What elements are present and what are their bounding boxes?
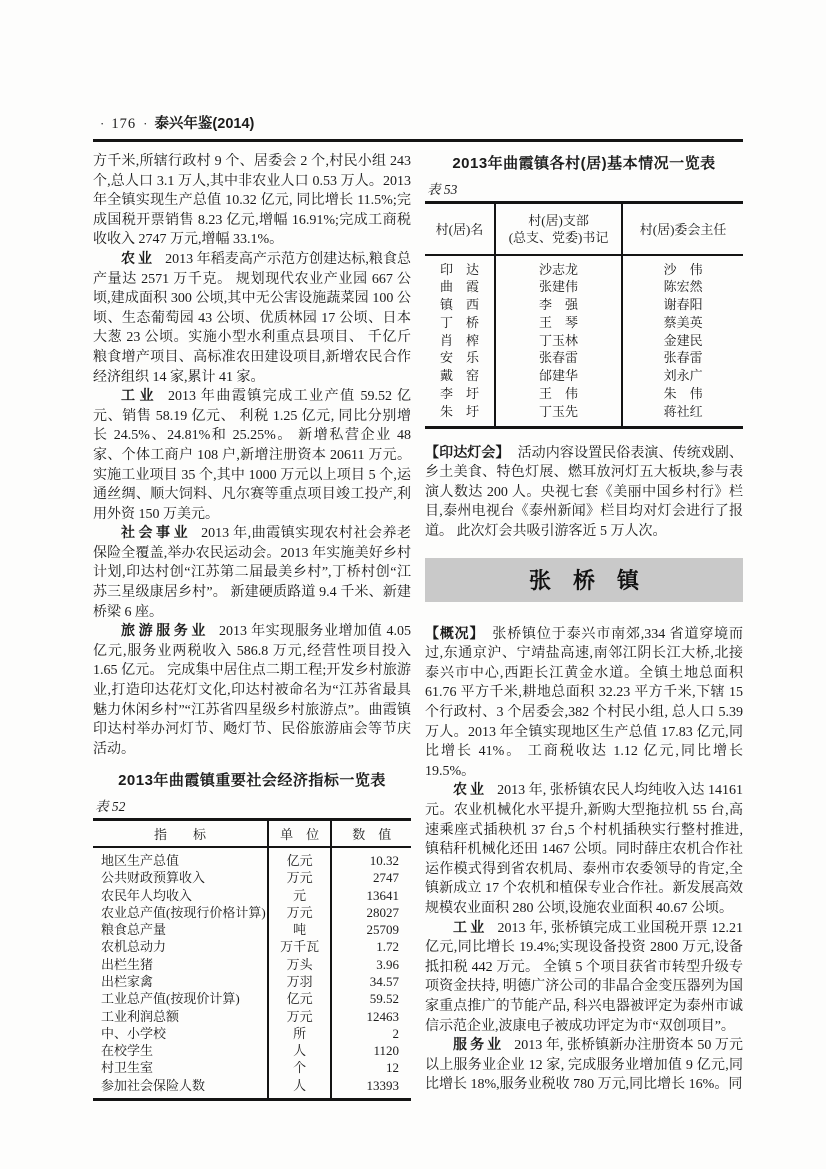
table-row xyxy=(93,990,411,1007)
indicator-cell: 工业总产值(按现价计算) xyxy=(101,991,240,1007)
unit-cell: 亿元 xyxy=(268,990,332,1007)
table-row xyxy=(425,278,743,296)
indicator-cell: 工业利润总额 xyxy=(101,1008,180,1024)
village-cell: 安 乐 xyxy=(439,350,479,366)
value-cell: 3.96 xyxy=(331,956,411,973)
paragraph-text: 2013 年稻麦高产示范方创建达标,粮食总产量达 2571 万千克。 规划现代农业产业园 667 公顷,建成面积 300 公顷,其中无公害设施蔬菜园 100 公顷、生态葡萄园 43 公顷、优质林园 17 公顷、日本大葱 23 公顷。实施小型水利重点县项目、 千亿斤粮食增产项目、高标准农田建设项目,新增农民合作经济组织 14 家,累计 41 家。 xyxy=(93,251,412,385)
left-column xyxy=(93,152,411,1101)
table-row xyxy=(425,296,743,314)
right-column xyxy=(425,152,743,1101)
paragraph-continuation xyxy=(93,152,411,250)
paragraph-agriculture-zq xyxy=(425,781,743,918)
director-cell: 谢春阳 xyxy=(622,296,743,314)
director-cell: 刘永广 xyxy=(622,367,743,385)
header-rule xyxy=(93,139,743,142)
header-value: 数 值 xyxy=(331,820,411,847)
value-cell: 28027 xyxy=(331,904,411,921)
paragraph-text: 2013 年, 张桥镇完成工业国税开票 12.21 亿元,同比增长 19.4%;实现设备投资 2800 万元,设备抵扣税 442 万元。 全镇 5 个项目获省市转型升级专项资金扶持, 明德广济公司的非晶合金变压器列为国家重点推广的节能产品, 科兴电器被评定为泰州市诚信示范企业,波康电子被成功评定为市“双创项目”。 xyxy=(425,920,744,1034)
unit-cell: 所 xyxy=(268,1025,332,1042)
paragraph-text: 2013 年, 张桥镇农民人均纯收入达 14161 元。农业机械化水平提升,新购大型拖拉机 55 台,高速乘座式插秧机 37 台,5 个村机插秧实行整村推进,镇秸秆机械化还田 1467 公顷。同时薛庄农机合作社运作模式得到省农机局、泰州市农委领导的肯定,全镇新成立 17 个农机和植保专业合作社。新发展高效规模农业面积 280 公顷,设施农业面积 40.67 公顷。 xyxy=(425,783,744,916)
table52-body xyxy=(93,847,411,1100)
table-row xyxy=(425,314,743,332)
header-secretary-line2: (总支、党委)书记 xyxy=(508,229,609,245)
village-cell: 印 达 xyxy=(439,261,479,277)
page-number: 176 xyxy=(111,116,137,132)
indicator-cell: 在校学生 xyxy=(101,1043,154,1059)
indicator-cell: 出栏家禽 xyxy=(101,973,154,989)
indicator-cell: 公共财政预算收入 xyxy=(101,870,206,886)
paragraph-text: 2013 年,曲霞镇实现农村社会养老保险全覆盖,举办农民运动会。2013 年实施美好乡村计划,印达村创“江苏第二届最美乡村”,丁桥村创“江苏三星级康居乡村”。 新建硬质路道 9.4 千米、新建桥梁 6 座。 xyxy=(93,526,412,620)
two-column-layout xyxy=(93,152,743,1101)
table52-label: 表 52 xyxy=(95,799,126,815)
paragraph-overview xyxy=(425,624,743,782)
table53-title: 2013年曲霞镇各村(居)基本情况一览表 xyxy=(452,155,716,172)
header-unit: 单 位 xyxy=(268,820,332,847)
indicator-cell: 出栏生猪 xyxy=(101,956,154,972)
secretary-cell: 邰建华 xyxy=(495,367,622,385)
value-cell: 2 xyxy=(331,1025,411,1042)
indicator-cell: 农民年人均收入 xyxy=(101,887,193,903)
value-cell: 13641 xyxy=(331,887,411,904)
table52-title: 2013年曲霞镇重要社会经济指标一览表 xyxy=(118,772,386,790)
table53-body xyxy=(425,255,743,428)
secretary-cell: 沙志龙 xyxy=(495,255,622,279)
paragraph-industry-zq xyxy=(425,919,743,1037)
table-row xyxy=(93,921,411,938)
section-title-zhangqiao xyxy=(425,558,743,602)
table-row xyxy=(93,1077,411,1100)
director-cell: 蒋社红 xyxy=(622,403,743,427)
entry-text: 活动内容设置民俗表演、传统戏剧、乡土美食、特色灯展、燃耳放河灯五大板块,参与表演人数达 200 人。央视七套《美丽中国乡村行》栏目,泰州电视台《泰州新闻》栏目均对灯会进行了报道。 此次灯会共吸引游客近 5 万人次。 xyxy=(425,445,744,540)
book-title: 泰兴年鉴(2014) xyxy=(154,116,255,132)
header-indicator: 指 标 xyxy=(153,827,206,843)
bullet-icon: · xyxy=(100,116,105,131)
paragraph-lantern-festival xyxy=(425,443,743,542)
director-cell: 张春雷 xyxy=(622,349,743,367)
paragraph-text: 2013 年曲霞镇完成工业产值 59.52 亿元、销售 58.19 亿元、 利税 1.25 亿元, 同比分别增长 24.5%、24.81%和 25.25%。 新增私营企业 48 家、个体工商户 108 户,新增注册资本 20611 万元。实施工业项目 35 个,其中 1000 万元以上项目 5 个,运通丝绸、顺大饲料、凡尔赛等重点项目竣工投产,利用外资 150 万美元。 xyxy=(93,389,412,522)
table-row xyxy=(93,869,411,886)
paragraph-lead: 社会事业 xyxy=(121,526,192,542)
paragraph-text: 2013 年, 张桥镇新办注册资本 50 万元以上服务业企业 12 家, 完成服务业增加值 9 亿元,同比增长 18%,服务业税收 780 万元,同比增长 16%。同 xyxy=(425,1038,743,1093)
table52-block xyxy=(93,769,411,1101)
unit-cell: 万千瓦 xyxy=(268,938,332,955)
table-row xyxy=(93,1059,411,1076)
director-cell: 沙 伟 xyxy=(622,255,743,279)
value-cell: 12463 xyxy=(331,1008,411,1025)
running-head xyxy=(93,112,743,132)
unit-cell: 吨 xyxy=(268,921,332,938)
table-row xyxy=(93,938,411,955)
table-row xyxy=(425,385,743,403)
unit-cell: 万头 xyxy=(268,956,332,973)
paragraph-lead: 工业 xyxy=(121,389,158,405)
unit-cell: 万元 xyxy=(268,1008,332,1025)
village-cell: 镇 西 xyxy=(439,297,479,313)
table53-label: 表 53 xyxy=(427,182,458,197)
director-cell: 陈宏然 xyxy=(622,278,743,296)
table-header-row xyxy=(425,203,743,255)
unit-cell: 万元 xyxy=(268,904,332,921)
header-secretary-line1: 村(居)支部 xyxy=(528,212,589,228)
unit-cell: 人 xyxy=(268,1042,332,1059)
village-cell: 曲 霞 xyxy=(439,279,479,295)
unit-cell: 万元 xyxy=(268,869,332,886)
table52 xyxy=(93,818,411,1101)
secretary-cell: 王 伟 xyxy=(495,385,622,403)
header-village: 村(居)名 xyxy=(435,222,484,238)
entry-lead: 【印达灯会】 xyxy=(425,443,510,460)
indicator-cell: 中、小学校 xyxy=(101,1025,167,1041)
paragraph-agriculture xyxy=(93,250,411,387)
table-header-row xyxy=(93,820,411,847)
value-cell: 1120 xyxy=(331,1042,411,1059)
unit-cell: 元 xyxy=(268,887,332,904)
table53-header xyxy=(425,203,743,255)
table-row xyxy=(93,887,411,904)
indicator-cell: 村卫生室 xyxy=(101,1060,154,1076)
village-cell: 戴 窑 xyxy=(439,368,479,384)
paragraph-lead: 农业 xyxy=(453,783,488,799)
unit-cell: 万羽 xyxy=(268,973,332,990)
table-row xyxy=(93,973,411,990)
paragraph-social xyxy=(93,524,411,622)
secretary-cell: 丁玉林 xyxy=(495,332,622,350)
director-cell: 蔡美英 xyxy=(622,314,743,332)
paragraph-lead: 【概况】 xyxy=(425,624,485,641)
value-cell: 12 xyxy=(331,1059,411,1076)
table-row xyxy=(93,847,411,869)
value-cell: 13393 xyxy=(331,1077,411,1100)
indicator-cell: 粮食总产量 xyxy=(101,922,167,938)
indicator-cell: 农业总产值(按现行价格计算) xyxy=(101,904,266,920)
table-row xyxy=(425,367,743,385)
secretary-cell: 张春雷 xyxy=(495,349,622,367)
indicator-cell: 农机总动力 xyxy=(101,939,167,955)
village-cell: 肖 榨 xyxy=(439,332,479,348)
table-row xyxy=(93,1025,411,1042)
paragraph-text: 2013 年实现服务业增加值 4.05 亿元,服务业两税收入 586.8 万元,经营性项目投入 1.65 亿元。 完成集中居住点二期工程;开发乡村旅游业,打造印达花灯文化,印达村被命名为“江苏省最具魅力休闲乡村”“江苏省四星级乡村旅游点”。曲霞镇印达村举办河灯节、飏灯节、民俗旅游庙会等节庆活动。 xyxy=(93,624,411,757)
director-cell: 金建民 xyxy=(622,332,743,350)
bullet-icon: · xyxy=(143,116,148,131)
table-row xyxy=(425,403,743,427)
value-cell: 1.72 xyxy=(331,938,411,955)
section-title-text: 张 桥 镇 xyxy=(528,568,639,594)
paragraph-tourism xyxy=(93,622,411,759)
unit-cell: 个 xyxy=(268,1059,332,1076)
table-row xyxy=(425,332,743,350)
page-content xyxy=(93,112,743,1101)
header-director: 村(居)委会主任 xyxy=(622,203,743,255)
paragraph-lead: 农业 xyxy=(121,251,156,267)
village-cell: 丁 桥 xyxy=(439,314,479,330)
indicator-cell: 参加社会保险人数 xyxy=(101,1077,206,1093)
value-cell: 59.52 xyxy=(331,990,411,1007)
table-row xyxy=(425,349,743,367)
value-cell: 25709 xyxy=(331,921,411,938)
table53 xyxy=(425,201,743,429)
director-cell: 朱 伟 xyxy=(622,385,743,403)
unit-cell: 亿元 xyxy=(268,847,332,869)
paragraph-services-zq xyxy=(425,1036,743,1095)
paragraph-lead: 工业 xyxy=(453,920,488,936)
secretary-cell: 王 琴 xyxy=(495,314,622,332)
secretary-cell: 丁玉先 xyxy=(495,403,622,427)
value-cell: 2747 xyxy=(331,869,411,886)
table52-header xyxy=(93,820,411,847)
table-row xyxy=(425,255,743,279)
secretary-cell: 张建伟 xyxy=(495,278,622,296)
paragraph-lead: 旅游服务业 xyxy=(121,624,209,640)
value-cell: 10.32 xyxy=(331,847,411,869)
header-secretary xyxy=(495,203,622,255)
village-cell: 李 圩 xyxy=(439,386,479,402)
table-row xyxy=(93,956,411,973)
unit-cell: 人 xyxy=(268,1077,332,1100)
paragraph-text: 方千米,所辖行政村 9 个、居委会 2 个,村民小组 243 个,总人口 3.1 万人,其中非农业人口 0.53 万人。2013 年全镇实现生产总值 10.32 亿元, 同比增长 11.5%;完成国税开票销售 8.23 亿元,增幅 16.91%;完成工商税收收入 2747 万元,增幅 33.1%。 xyxy=(93,154,411,248)
table-row xyxy=(93,904,411,921)
indicator-cell: 地区生产总值 xyxy=(101,852,180,868)
paragraph-text: 张桥镇位于泰兴市南郊,334 省道穿境而过,东通京沪、宁靖盐高速,南邻江阴长江大桥,北接泰兴市中心,西距长江黄金水道。全镇土地总面积 61.76 平方千米,耕地总面积 32.23 平方千米,下辖 15 个行政村、3 个居委会,382 个村民小组, 总人口 5.39 万人。2013 年全镇实现地区生产总值 17.83 亿元,同比增长 41%。 工商税收达 1.12 亿元,同比增长 19.5%。 xyxy=(425,626,744,779)
table-row xyxy=(93,1008,411,1025)
village-cell: 朱 圩 xyxy=(439,403,479,419)
paragraph-industry xyxy=(93,387,411,524)
value-cell: 34.57 xyxy=(331,973,411,990)
secretary-cell: 李 强 xyxy=(495,296,622,314)
table-row xyxy=(93,1042,411,1059)
paragraph-lead: 服务业 xyxy=(453,1038,505,1054)
table53-block xyxy=(425,152,743,429)
